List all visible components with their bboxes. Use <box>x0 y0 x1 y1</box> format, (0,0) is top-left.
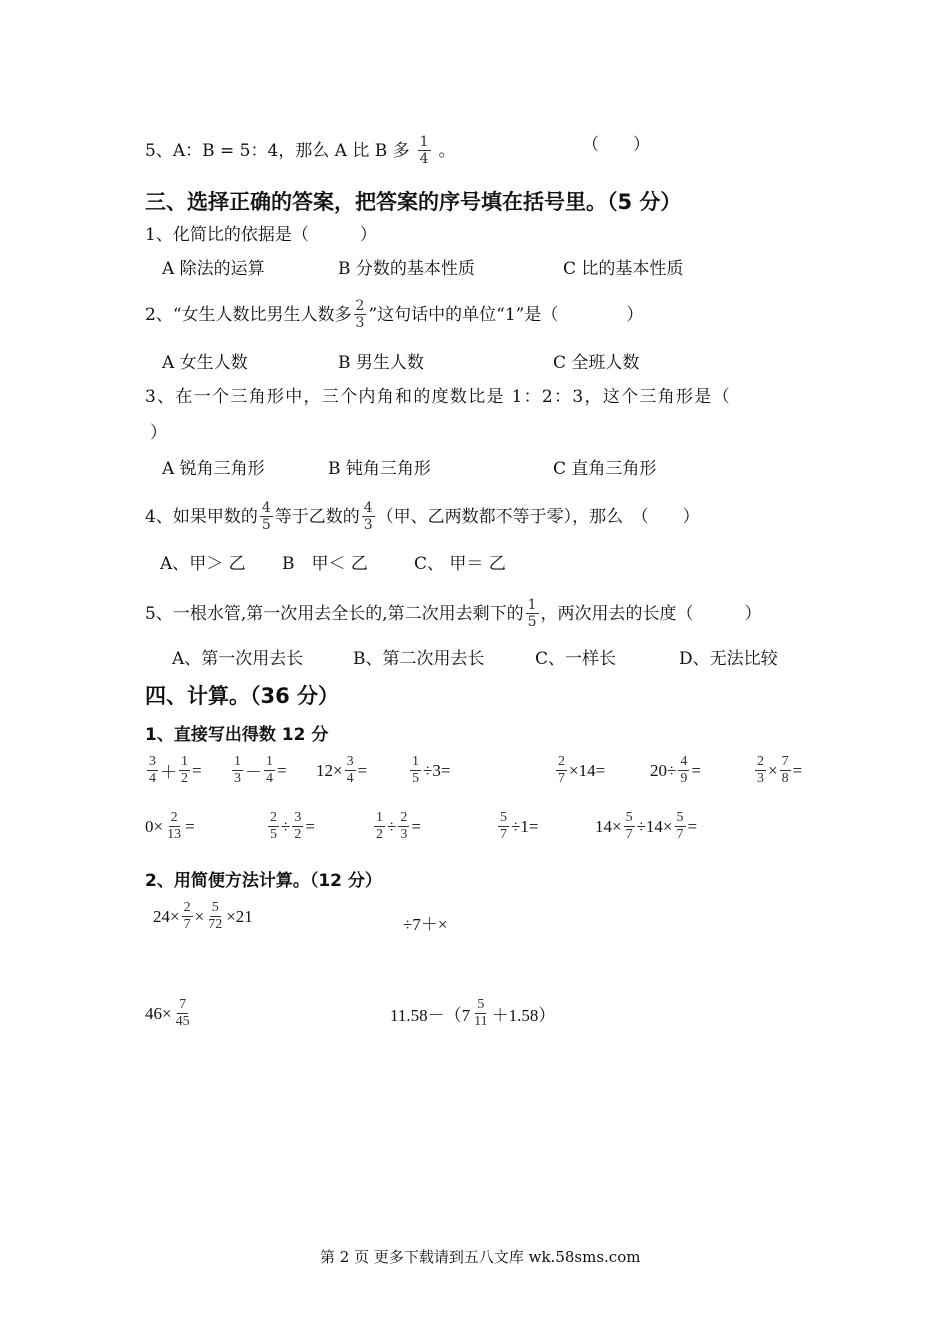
expr-r2-4: $\frac{5}{7}$ ÷1= <box>500 810 539 842</box>
section-3-title: 三、选择正确的答案，把答案的序号填在括号里。（5 分） <box>145 190 682 214</box>
simplify-1: 24× $\frac{2}{7}$ × $\frac{5}{72}$ ×21 <box>153 900 253 932</box>
fraction: 1 4 <box>419 134 429 167</box>
s3-q2-option-a[interactable]: A 女生人数 <box>162 353 248 373</box>
s3-q5-option-a[interactable]: A、第一次用去长 <box>172 649 304 669</box>
fraction: 2 3 <box>355 298 365 331</box>
fraction: 4 5 <box>261 500 271 533</box>
expr-r1-4: $\frac{1}{5}$ ÷3= <box>412 754 451 786</box>
fraction: 4 3 <box>363 500 373 533</box>
s3-q1-option-c[interactable]: C 比的基本性质 <box>563 259 684 279</box>
expr-r1-5: $\frac{2}{7}$ ×14= <box>558 754 606 786</box>
s3-q2-option-b[interactable]: B 男生人数 <box>338 353 424 373</box>
simplify-3: 46× $\frac{7}{45}$ <box>145 997 190 1029</box>
s3-q3-line1: 3、在一个三角形中，三个内角和的度数比是 1：2：3，这个三角形是（ <box>145 387 731 407</box>
expr-r2-2: $\frac{2}{5}$ ÷ $\frac{3}{2}$ = <box>270 810 315 842</box>
s3-q1-option-b[interactable]: B 分数的基本性质 <box>338 259 475 279</box>
s3-q2: 2、“女生人数比男生人数多 2 3 ”这句话中的单位“1”是（ ） <box>145 298 644 331</box>
s3-q5-option-d[interactable]: D、无法比较 <box>679 649 778 669</box>
s3-q4-option-b[interactable]: B 甲＜ 乙 <box>282 554 368 574</box>
section-4-title: 四、计算。（36 分） <box>145 684 340 708</box>
s3-q3-option-a[interactable]: A 锐角三角形 <box>162 459 265 479</box>
expr-r1-2: 1 3 － $\frac{1}{4}$ = <box>234 754 287 786</box>
s3-q1: 1、化简比的依据是（ ） <box>145 225 377 245</box>
section-4-sub2: 2、用简便方法计算。（12 分） <box>145 871 382 891</box>
s3-q3-option-c[interactable]: C 直角三角形 <box>553 459 657 479</box>
expr-r2-5: 14× $\frac{5}{7}$ ÷14× $\frac{5}{7}$ = <box>595 810 698 842</box>
q-text: 5、A：B = 5：4，那么 A 比 B 多 <box>145 140 410 161</box>
question-2-5: 5、A：B = 5：4，那么 A 比 B 多 1 4 。 <box>145 134 456 167</box>
expr-r1-7: $\frac{2}{3}$ × $\frac{7}{8}$ = <box>757 754 803 786</box>
s3-q3-line2: ） <box>150 423 167 443</box>
section-4-sub1: 1、直接写出得数 12 分 <box>145 725 329 745</box>
s3-q3-option-b[interactable]: B 钝角三角形 <box>328 459 431 479</box>
s3-q4-option-a[interactable]: A、甲＞ 乙 <box>160 554 246 574</box>
s3-q2-option-c[interactable]: C 全班人数 <box>553 353 640 373</box>
s3-q5-option-b[interactable]: B、第二次用去长 <box>353 649 485 669</box>
expr-r1-6: 20÷ $\frac{4}{9}$ = <box>650 754 701 786</box>
s3-q4: 4、如果甲数的 4 5 等于乙数的 4 3 （甲、乙两数都不等于零），那么 （ ） <box>145 500 700 533</box>
expr-r2-1: 0× $\frac{2}{13}$ = <box>145 810 195 842</box>
page-footer: 第 2 页 更多下载请到五八文库 wk.58sms.com <box>320 1248 641 1266</box>
s3-q4-option-c[interactable]: C、 甲＝ 乙 <box>414 554 506 574</box>
s3-q5-option-c[interactable]: C、一样长 <box>535 649 617 669</box>
answer-paren[interactable]: （ ） <box>582 135 650 155</box>
s3-q1-option-a[interactable]: A 除法的运算 <box>162 259 265 279</box>
expr-r2-3: $\frac{1}{2}$ ÷ $\frac{2}{3}$ = <box>376 810 421 842</box>
expr-r1-3: 12× $\frac{3}{4}$ = <box>316 754 368 786</box>
simplify-4: 11.58－（7 5 11 ＋1.58） <box>390 997 556 1029</box>
expr-r1-1: 3 4 ＋ $\frac{1}{2}$ = <box>149 754 202 786</box>
fraction: 1 5 <box>527 597 537 630</box>
simplify-2: ÷7＋× <box>403 915 448 934</box>
s3-q5: 5、一根水管,第一次用去全长的,第二次用去剩下的 1 5 ，两次用去的长度（ ） <box>145 597 762 630</box>
